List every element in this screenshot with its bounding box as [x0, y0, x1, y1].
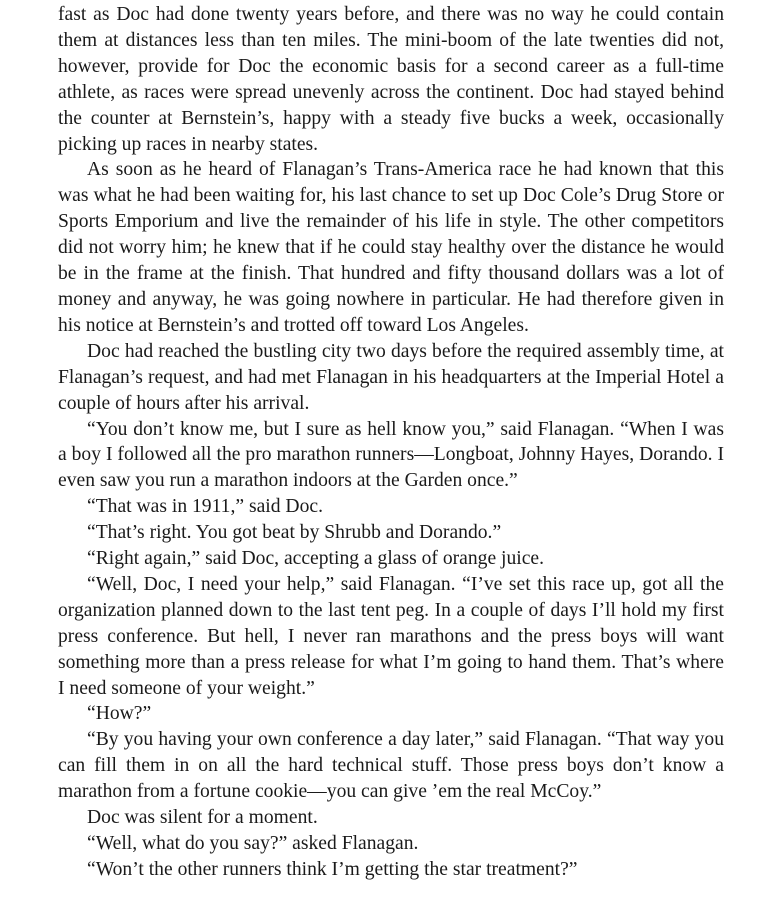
paragraph: “Well, what do you say?” asked Flanagan.	[87, 833, 419, 854]
body-text	[58, 2, 724, 883]
paragraph: “How?”	[87, 703, 152, 725]
paragraph: Doc was silent for a moment.	[87, 807, 318, 829]
paragraph: As soon as he heard of Flanagan’s Trans-America race he had known that this was what he had been waiting for, his last chance to set up Doc Cole’s Drug Store or Sports Emporium and live the remainder of his life in style. The other competitors did not worry him; he knew that if he could stay healthy over the distance he would be in the frame at the finish. That hundred and fifty thousand dollars was a lot of money and anyway, he was going nowhere in particular. He had therefore given in his notice at Bernstein’s and trotted off toward Los Angeles.	[58, 159, 724, 336]
paragraph: “Right again,” said Doc, accepting a glass of orange juice.	[87, 548, 545, 570]
paragraph: “You don’t know me, but I sure as hell know you,” said Flanagan. “When I was a boy I followed all the pro marathon runners—Longboat, Johnny Hayes, Dorando. I even saw you run a marathon indoors at the Garden once.”	[58, 418, 724, 492]
paragraph: “That was in 1911,” said Doc.	[87, 496, 323, 518]
paragraph-continued: fast as Doc had done twenty years before, and there was no way he could contain them at distances less than ten miles. The mini-boom of the late twenties did not, however, provide for Doc the economic basis for a second career as a full-time athlete, as races were spread unevenly across the continent. Doc had stayed behind the counter at Bernstein’s, happy with a steady five bucks a week, occasionally picking up races in nearby states.	[58, 4, 724, 155]
paragraph: “By you having your own conference a day later,” said Flanagan. “That way you can fill them in on all the hard technical stuff. Those press boys don’t know a marathon from a fortune cookie—you can give ’em the real McCoy.”	[58, 729, 724, 803]
paragraph: “Won’t the other runners think I’m getting the star treatment?”	[87, 858, 578, 880]
paragraph: “That’s right. You got beat by Shrubb and Dorando.”	[87, 522, 502, 544]
paragraph: “Well, Doc, I need your help,” said Flanagan. “I’ve set this race up, got all the organization planned down to the last tent peg. In a couple of days I’ll hold my first press conference. But hell, I never ran marathons and the press boys will want something more than a press release for what I’m going to hand them. That’s where I need someone of your weight.”	[58, 573, 724, 699]
paragraph: Doc had reached the bustling city two days before the required assembly time, at Flanagan’s request, and had met Flanagan in his headquarters at the Imperial Hotel a couple of hours after his arrival.	[58, 340, 724, 414]
